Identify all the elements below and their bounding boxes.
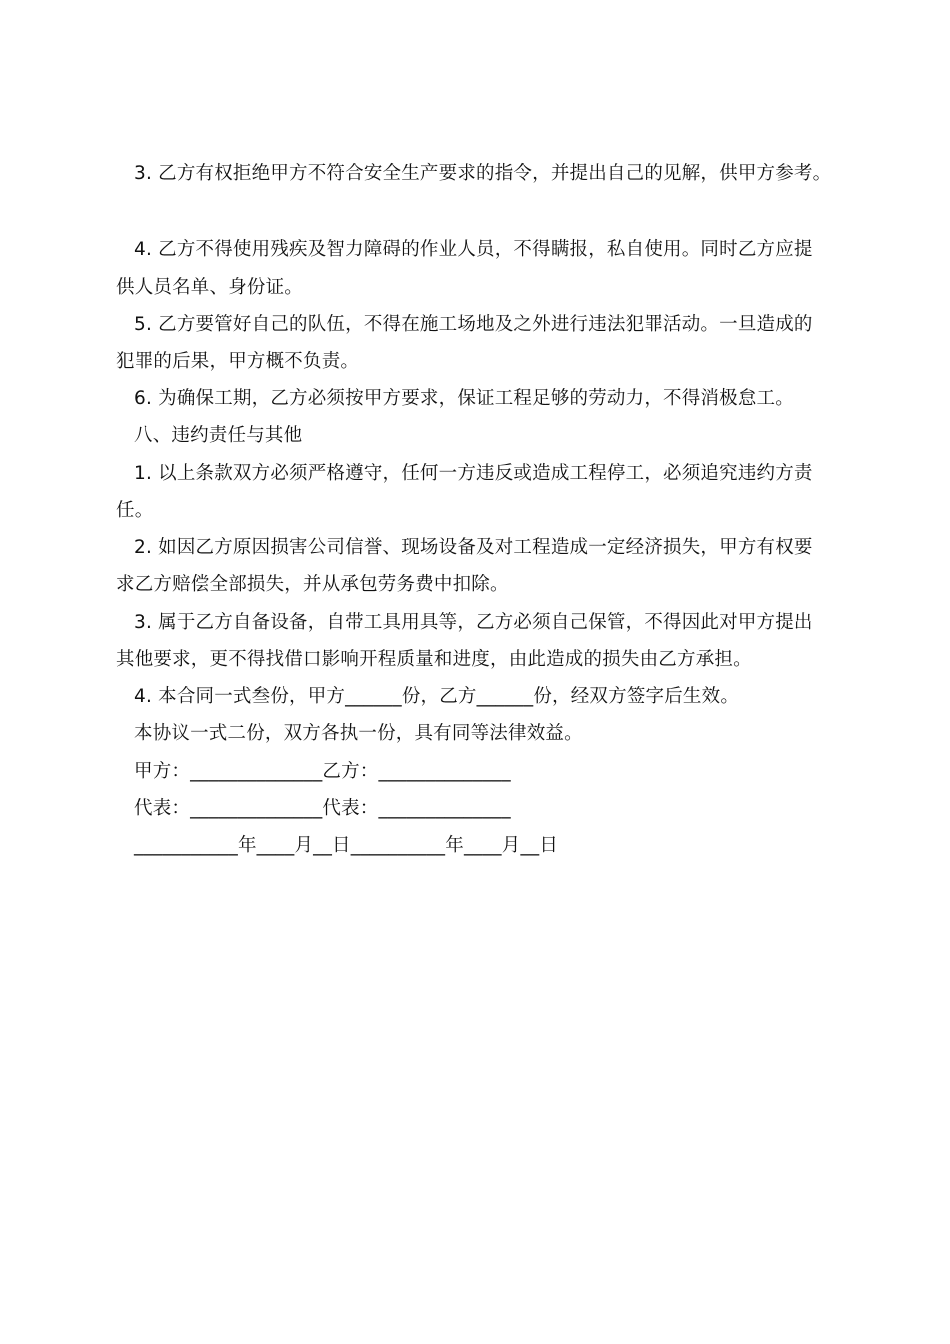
clause-4-staff-line-1: 4. 乙方不得使用残疾及智力障碍的作业人员，不得瞒报，私自使用。同时乙方应提 [134,239,813,260]
section-8-clause-3-line-2: 其他要求，更不得找借口影响开程质量和进度，由此造成的损失由乙方承担。 [116,649,752,670]
section-8-clause-3-line-1: 3. 属于乙方自备设备，自带工具用具等，乙方必须自己保管，不得因此对甲方提出 [134,612,813,633]
clause-6-schedule: 6. 为确保工期，乙方必须按甲方要求，保证工程足够的劳动力，不得消极怠工。 [134,388,794,409]
agreement-copies-note: 本协议一式二份，双方各执一份，具有同等法律效益。 [134,723,583,744]
section-8-heading: 八、违约责任与其他 [134,425,303,446]
clause-4-staff-line-2: 供人员名单、身份证。 [116,277,304,298]
section-8-clause-2-line-2: 求乙方赔偿全部损失，并从承包劳务费中扣除。 [116,574,509,595]
section-8-clause-2-line-1: 2. 如因乙方原因损害公司信誉、现场设备及对工程造成一定经济损失，甲方有权要 [134,537,813,558]
section-8-clause-1-line-1: 1. 以上条款双方必须严格遵守，任何一方违反或造成工程停工，必须追究违约方责 [134,463,813,484]
signature-representative-line: 代表：______________代表：______________ [134,798,511,819]
signature-date-line: ___________年____月__日__________年____月__日 [134,835,559,856]
signature-party-line: 甲方：______________乙方：______________ [134,761,511,782]
section-8-clause-4: 4. 本合同一式叁份，甲方______份，乙方______份，经双方签字后生效。 [134,686,740,707]
clause-5-team-line-2: 犯罪的后果，甲方概不负责。 [116,351,360,372]
clause-3-refuse-instructions: 3. 乙方有权拒绝甲方不符合安全生产要求的指令，并提出自己的见解，供甲方参考。 [134,163,832,184]
section-8-clause-1-line-2: 任。 [116,500,154,521]
clause-5-team-line-1: 5. 乙方要管好自己的队伍，不得在施工场地及之外进行违法犯罪活动。一旦造成的 [134,314,813,335]
